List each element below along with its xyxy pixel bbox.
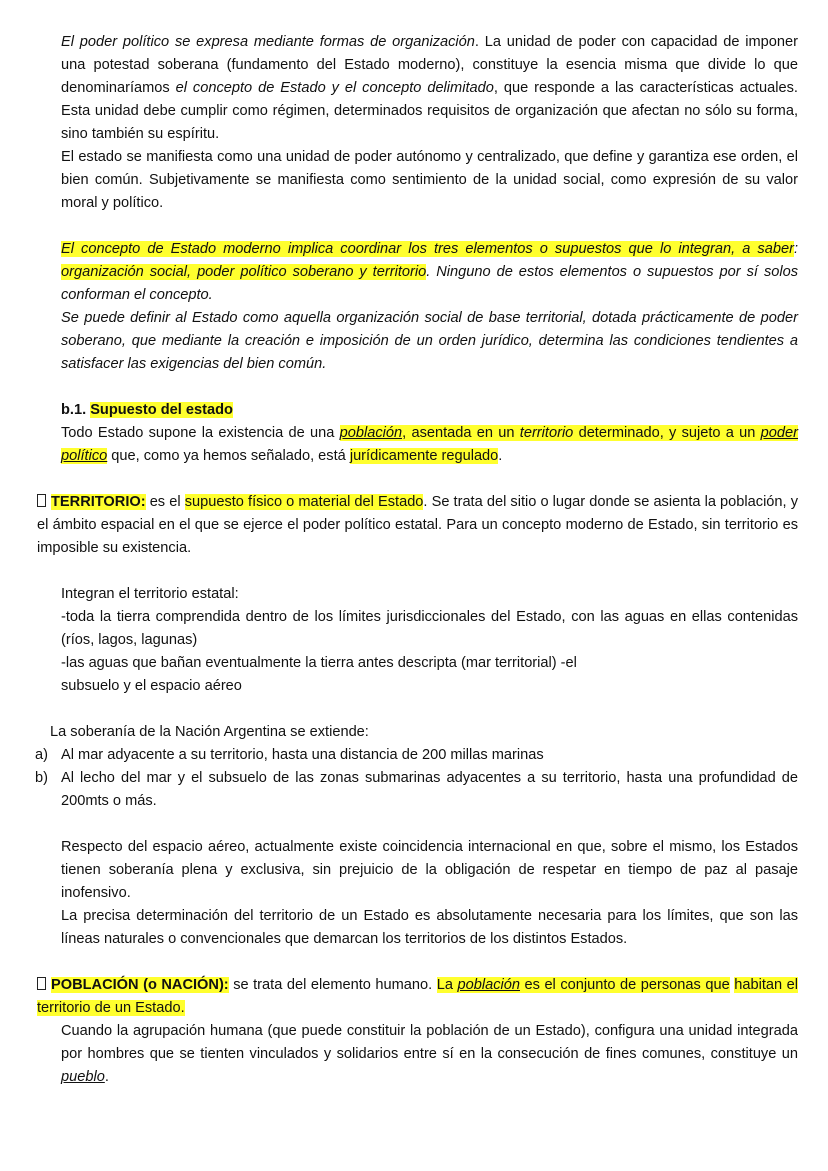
highlight: La [436,977,458,993]
paragraph-espacio-aereo: Respecto del espacio aéreo, actualmente existe coincidencia internacional en que, sobre el mismo, los Estados tienen soberanía plena y exclusiva, sin prejuicio de la obligación de respetar en tiempo de paz al pasaje inofensivo. [61,839,798,901]
spacer [0,376,828,399]
highlight-poblacion: población [457,977,520,993]
paragraph-estado-unidad: El estado se manifiesta como una unidad de poder autónomo y centralizado, que define y garantiza ese orden, el bien común. Subjetivamente se manifiesta como sentimiento de la unidad social, como expresión de su valor moral y político. [61,149,798,211]
text-run: . Se trata del sitio o lugar donde se asienta la población, y el ámbito espacial en el que se ejerce el poder político estatal. Para un concepto moderno de Estado, sin territorio es imposible su existencia. [37,494,798,556]
spacer [0,813,828,836]
poblacion-label: POBLACIÓN (o NACIÓN): [51,977,229,993]
territorio-list-line: subsuelo y el espacio aéreo [61,678,242,694]
checkbox-bullet-icon [37,977,46,990]
highlight-poder-politico: poder político [61,425,798,464]
italic-phrase: El poder político se expresa mediante formas de organización [61,34,475,50]
text-run: Todo Estado supone la existencia de una [61,425,340,441]
territorio-list-line: -toda la tierra comprendida dentro de los límites jurisdiccionales del Estado, con las aguas en ellas contenidas (ríos, lagos, lagunas) [61,609,798,648]
paragraph-concepto-estado [0,238,828,307]
section-title: Supuesto del estado [90,402,233,418]
spacer [0,698,828,721]
checkbox-bullet-icon [37,494,46,507]
text-run: Cuando la agrupación humana (que puede constituir la población de un Estado), configura una unidad integrada por hombres que se tienten vinculados y solidarios entre sí en la consecución de fines comunes, constituye un [61,1023,798,1062]
paragraph-pueblo [0,1020,828,1089]
list-marker: b) [35,770,48,786]
paragraph-definicion-estado: Se puede definir al Estado como aquella organización social de base territorial, dotada prácticamente de poder soberano, que mediante la creación e imposición de un orden jurídico, determina las condiciones tendientes a satisfacer las exigencias del bien común. [61,310,798,372]
territorio-integran: Integran el territorio estatal: [61,586,239,602]
text-run: se trata del elemento humano. [228,977,437,993]
document-page [0,31,828,1089]
section-number: b.1. [61,402,91,418]
highlight: organización social, poder político soberano y territorio [61,264,427,280]
text-run: : [793,241,798,257]
highlight: jurídicamente regulado [349,448,499,464]
territorio-bullet [0,491,828,560]
pueblo-term: pueblo [61,1069,105,1085]
text-run: . [498,448,503,464]
paragraph-poder-politico [0,31,828,146]
highlight: habitan el territorio de un Estado. [37,977,798,1016]
text-run: . Ninguno de estos elementos o supuestos por sí solos conforman el concepto. [61,264,799,303]
spacer [0,951,828,974]
highlight: conjunto de personas que [560,977,730,993]
highlight: es el [519,977,561,993]
highlight-territorio: territorio [519,425,574,441]
territorio-label: TERRITORIO: [51,494,146,510]
text-run: , que responde a las características actuales. Esta unidad debe cumplir como régimen, determinados requisitos de organización que afectan no sólo su forma, sino también su espíritu. [61,80,798,142]
soberania-intro: La soberanía de la Nación Argentina se extiende: [50,724,369,740]
highlight: , asentada en un [402,425,520,441]
list-marker: a) [35,747,48,763]
spacer [0,560,828,583]
territorio-list-line: -las aguas que bañan eventualmente la tierra antes descripta (mar territorial) -el [61,655,577,671]
text-run: es el [145,494,185,510]
paragraph-supuesto-estado [0,422,828,468]
spacer [0,215,828,238]
highlight: El concepto de Estado moderno implica coordinar los tres elementos o supuestos que lo integran, a saber [61,241,794,257]
list-item-text: Al lecho del mar y el subsuelo de las zonas submarinas adyacentes a su territorio, hasta una profundidad de 200mts o más. [61,770,798,809]
highlight: supuesto físico o material del Estado [184,494,424,510]
text-run: . La unidad de poder con capacidad de imponer una potestad soberana (fundamento del Estado moderno), constituye la esencia misma que divide lo que denominaríamos [61,34,798,96]
poblacion-bullet [0,974,828,1020]
text-run: que, como ya hemos señalado, está [107,448,350,464]
highlight: determinado, y sujeto a un [573,425,761,441]
highlight-poblacion: población [339,425,403,441]
section-heading-b1 [0,399,828,422]
text-run: . [104,1069,109,1085]
list-item [0,767,828,813]
paragraph-limites: La precisa determinación del territorio de un Estado es absolutamente necesaria para los límites, que son las líneas naturales o convencionales que demarcan los territorios de los distintos Estados. [61,908,798,947]
spacer [0,468,828,491]
list-item [0,744,828,767]
list-item-text: Al mar adyacente a su territorio, hasta una distancia de 200 millas marinas [61,747,544,763]
italic-phrase: el concepto de Estado y el concepto delimitado [175,80,494,96]
